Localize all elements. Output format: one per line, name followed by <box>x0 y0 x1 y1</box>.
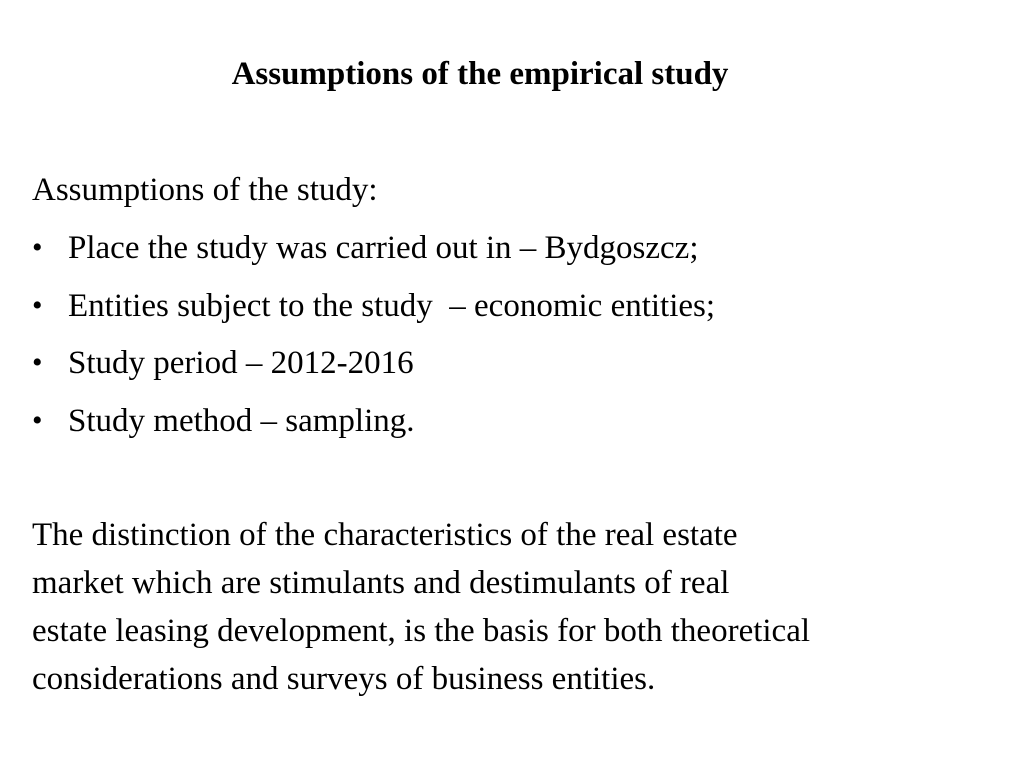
bullet-item-place <box>32 226 715 284</box>
bullet-item-entities <box>32 284 715 342</box>
bullet-item-period <box>32 341 715 399</box>
bullet-icon: • <box>32 231 43 264</box>
paragraph-line: considerations and surveys of business entities. <box>32 661 656 697</box>
summary-paragraph <box>32 511 992 703</box>
bullet-list <box>32 226 715 456</box>
bullet-text: Place the study was carried out in – Bydgoszcz; <box>68 230 699 266</box>
paragraph-line: market which are stimulants and destimulants of real <box>32 565 730 601</box>
bullet-icon: • <box>32 288 43 322</box>
bullet-text: Study method – sampling. <box>68 402 415 439</box>
paragraph-line: estate leasing development, is the basis for both theoretical <box>32 613 811 649</box>
bullet-item-method <box>32 399 715 457</box>
slide-title: Assumptions of the empirical study <box>231 56 729 92</box>
bullet-icon: • <box>32 403 43 437</box>
paragraph-line: The distinction of the characteristics of the real estate <box>32 517 738 553</box>
bullet-icon: • <box>32 346 43 379</box>
bullet-text: Study period – 2012-2016 <box>68 345 414 381</box>
intro-text: Assumptions of the study: <box>32 172 378 208</box>
bullet-text: Entities subject to the study – economic entities; <box>68 287 716 324</box>
